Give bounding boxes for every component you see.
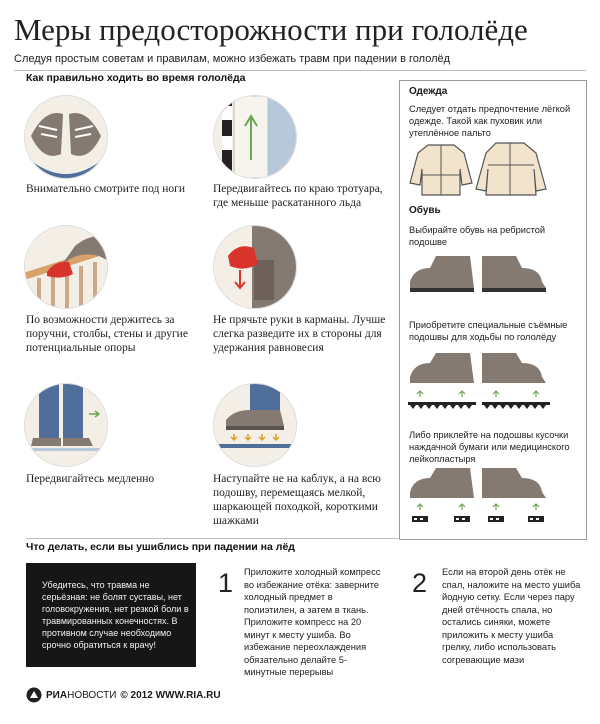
removable-soles-boots-icon [406, 353, 578, 411]
divider [14, 70, 586, 71]
page-subtitle: Следуя простым советам и правилам, можно избежать травм при падении в гололёд [14, 53, 451, 65]
shoes-removable-soles-text: Приобретите специальные съёмные подошвы для ходьбы по гололёду [409, 320, 568, 342]
ria-logo-icon [26, 687, 42, 703]
step-number: 1 [218, 568, 234, 598]
tip-text: Передвигайтесь медленно [26, 473, 155, 485]
hand-on-railing-icon [24, 225, 108, 309]
warning-text: Убедитесь, что травма не серьёзная: не болят суставы, нет головокружения, нет резкой боли в травмированных конечностях. В противном случае необходимо срочно обратиться к врачу! [42, 580, 189, 650]
tip-text: По возможности держитесь за поручни, столбы, стены и другие потенциальные опоры [26, 314, 188, 354]
page-title: Меры предосторожности при гололёде [14, 12, 528, 47]
clothes-heading: Одежда [409, 86, 448, 97]
logo-ria: РИА [46, 689, 68, 701]
tip-text: Передвигайтесь по краю тротуара, где меньше раскатанного льда [213, 183, 383, 209]
tip-text: Не прячьте руки в карманы. Лучше слегка разведите их в стороны для удержания равновесия [213, 314, 386, 354]
section-heading-walking: Как правильно ходить во время гололёда [26, 72, 246, 84]
sidewalk-edge-icon [213, 95, 297, 179]
warning-panel [26, 563, 196, 667]
jackets-icon [406, 139, 578, 197]
step-text: Приложите холодный компресс во избежание отёка: заверните холодный предмет в полиэтилен, а затем в ткань. Приложите компресс на 20 минут к месту ушиба. Во избежание переохлаждения обязательно делайте 5-минутные перерывы [244, 567, 381, 677]
logo-novosti: НОВОСТИ [67, 689, 117, 701]
step-text: Если на второй день отёк не спал, наложите на место ушиба йодную сетку. Если через пару дней отёчность спала, но остались синяки, можете приложить к месту ушиба грелку, либо использовать согревающие мази [442, 567, 581, 665]
section-heading-fall: Что делать, если вы ушиблись при падении на лёд [26, 541, 295, 553]
hand-out-of-pocket-icon [213, 225, 297, 309]
flat-foot-step-icon [213, 383, 297, 467]
feet-looking-down-icon [24, 95, 108, 179]
divider [26, 538, 398, 539]
footer [26, 687, 221, 703]
shoes-heading: Обувь [409, 205, 441, 216]
step-number: 2 [412, 568, 428, 598]
clothing-footwear-panel [399, 80, 587, 540]
copyright: © 2012 WWW.RIA.RU [120, 689, 221, 701]
sandpaper-boots-icon [406, 468, 578, 530]
shoes-sandpaper-text: Либо приклейте на подошвы кусочки наждачной бумаги или медицинского лейкопластыря [409, 430, 570, 464]
tip-text: Внимательно смотрите под ноги [26, 183, 186, 195]
tip-text: Наступайте не на каблук, а на всю подошву, перемещаясь мелкой, шаркающей походкой, короткими шажками [213, 473, 381, 527]
slow-walking-icon [24, 383, 108, 467]
ribbed-boots-icon [406, 256, 578, 298]
clothes-text: Следует отдать предпочтение лёгкой одежде. Такой как пуховик или утеплённое пальто [409, 104, 571, 138]
shoes-ribbed-text: Выбирайте обувь на ребристой подошве [409, 225, 546, 247]
